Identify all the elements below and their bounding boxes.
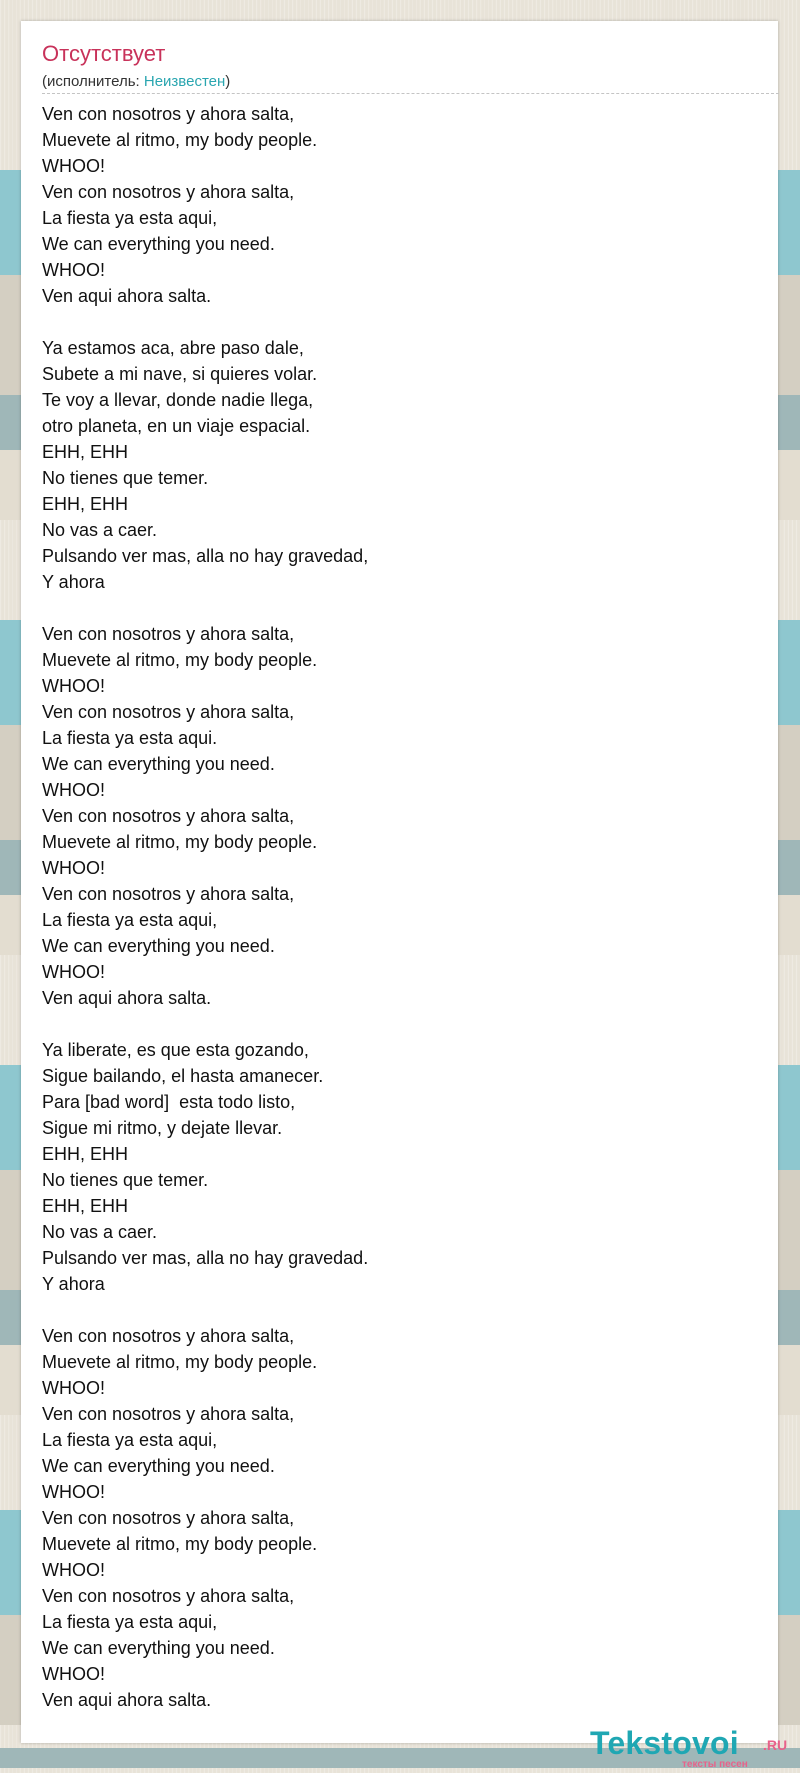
artist-link[interactable]: Неизвестен — [143, 73, 226, 90]
lyric-line: WHOO! — [42, 1664, 105, 1684]
logo-tagline: тексты песен — [682, 1759, 748, 1770]
lyric-line: Ven con nosotros y ahora salta, — [42, 702, 295, 722]
lyric-line: Ven con nosotros y ahora salta, — [42, 104, 295, 124]
artist-prefix: (исполнитель: — [42, 73, 144, 90]
lyric-line: Ven aqui ahora salta. — [42, 988, 212, 1008]
lyric-line: WHOO! — [42, 780, 105, 800]
lyric-line: WHOO! — [42, 1560, 105, 1580]
lyric-line: La fiesta ya esta aqui. — [42, 728, 218, 748]
logo-wordmark: Tekstovoi — [590, 1725, 739, 1761]
lyric-line: We can everything you need. — [42, 936, 275, 956]
lyrics-stanza — [42, 621, 762, 1011]
lyric-line: La fiesta ya esta aqui, — [42, 208, 218, 228]
song-title: Отсутствует — [42, 41, 166, 66]
title-divider — [42, 93, 779, 94]
lyric-line: Ven aqui ahora salta. — [42, 286, 212, 306]
lyric-line: Te voy a llevar, donde nadie llega, — [42, 390, 314, 410]
lyric-line: otro planeta, en un viaje espacial. — [42, 416, 311, 436]
lyric-line: No vas a caer. — [42, 1222, 158, 1242]
artist-suffix: ) — [225, 73, 231, 90]
lyrics-stanza — [42, 1323, 762, 1713]
lyric-line: Para [bad word] esta todo listo, — [42, 1092, 296, 1112]
lyric-line: Ven aqui ahora salta. — [42, 1690, 212, 1710]
lyrics-card — [21, 21, 788, 1770]
lyric-line: Pulsando ver mas, alla no hay gravedad. — [42, 1248, 369, 1268]
lyric-line: EHH, EHH — [42, 494, 129, 514]
lyric-line: Subete a mi nave, si quieres volar. — [42, 364, 318, 384]
lyric-line: Muevete al ritmo, my body people. — [42, 832, 318, 852]
lyrics-stanza — [42, 335, 762, 595]
lyric-line: WHOO! — [42, 1482, 105, 1502]
lyric-line: Muevete al ritmo, my body people. — [42, 1352, 318, 1372]
lyric-line: Muevete al ritmo, my body people. — [42, 650, 318, 670]
lyric-line: We can everything you need. — [42, 754, 275, 774]
lyric-line: We can everything you need. — [42, 1638, 275, 1658]
lyric-line: No tienes que temer. — [42, 1170, 209, 1190]
lyric-line: Y ahora — [42, 572, 105, 592]
lyric-line: Y ahora — [42, 1274, 105, 1294]
lyric-line: Ya estamos aca, abre paso dale, — [42, 338, 304, 358]
lyric-line: La fiesta ya esta aqui, — [42, 1430, 218, 1450]
lyric-line: Ven con nosotros y ahora salta, — [42, 806, 295, 826]
lyric-line: Sigue bailando, el hasta amanecer. — [42, 1066, 324, 1086]
lyric-line: WHOO! — [42, 1378, 105, 1398]
lyric-line: Ven con nosotros y ahora salta, — [42, 884, 295, 904]
lyric-line: Ven con nosotros y ahora salta, — [42, 1508, 295, 1528]
lyric-line: EHH, EHH — [42, 1196, 129, 1216]
lyric-line: Ven con nosotros y ahora salta, — [42, 182, 295, 202]
lyric-line: We can everything you need. — [42, 1456, 275, 1476]
lyric-line: WHOO! — [42, 676, 105, 696]
lyric-line: No vas a caer. — [42, 520, 158, 540]
lyric-line: Ven con nosotros y ahora salta, — [42, 1404, 295, 1424]
lyric-line: Pulsando ver mas, alla no hay gravedad, — [42, 546, 369, 566]
lyric-line: Ven con nosotros y ahora salta, — [42, 624, 295, 644]
lyrics-body — [42, 101, 762, 1713]
lyric-line: We can everything you need. — [42, 234, 275, 254]
logo-tld: .RU — [763, 1737, 788, 1753]
lyric-line: Ya liberate, es que esta gozando, — [42, 1040, 309, 1060]
lyric-line: Muevete al ritmo, my body people. — [42, 130, 318, 150]
lyrics-stanza — [42, 101, 762, 309]
lyrics-stanza — [42, 1037, 762, 1297]
lyric-line: EHH, EHH — [42, 442, 129, 462]
lyric-line: WHOO! — [42, 962, 105, 982]
lyric-line: Sigue mi ritmo, y dejate llevar. — [42, 1118, 283, 1138]
lyric-line: No tienes que temer. — [42, 468, 209, 488]
lyric-line: Muevete al ritmo, my body people. — [42, 1534, 318, 1554]
lyric-line: WHOO! — [42, 260, 105, 280]
site-logo[interactable] — [590, 1725, 790, 1773]
lyric-line: WHOO! — [42, 858, 105, 878]
lyric-line: Ven con nosotros y ahora salta, — [42, 1326, 295, 1346]
lyric-line: Ven con nosotros y ahora salta, — [42, 1586, 295, 1606]
lyric-line: EHH, EHH — [42, 1144, 129, 1164]
lyric-line: La fiesta ya esta aqui, — [42, 1612, 218, 1632]
lyric-line: WHOO! — [42, 156, 105, 176]
artist-line — [42, 73, 230, 90]
lyric-line: La fiesta ya esta aqui, — [42, 910, 218, 930]
